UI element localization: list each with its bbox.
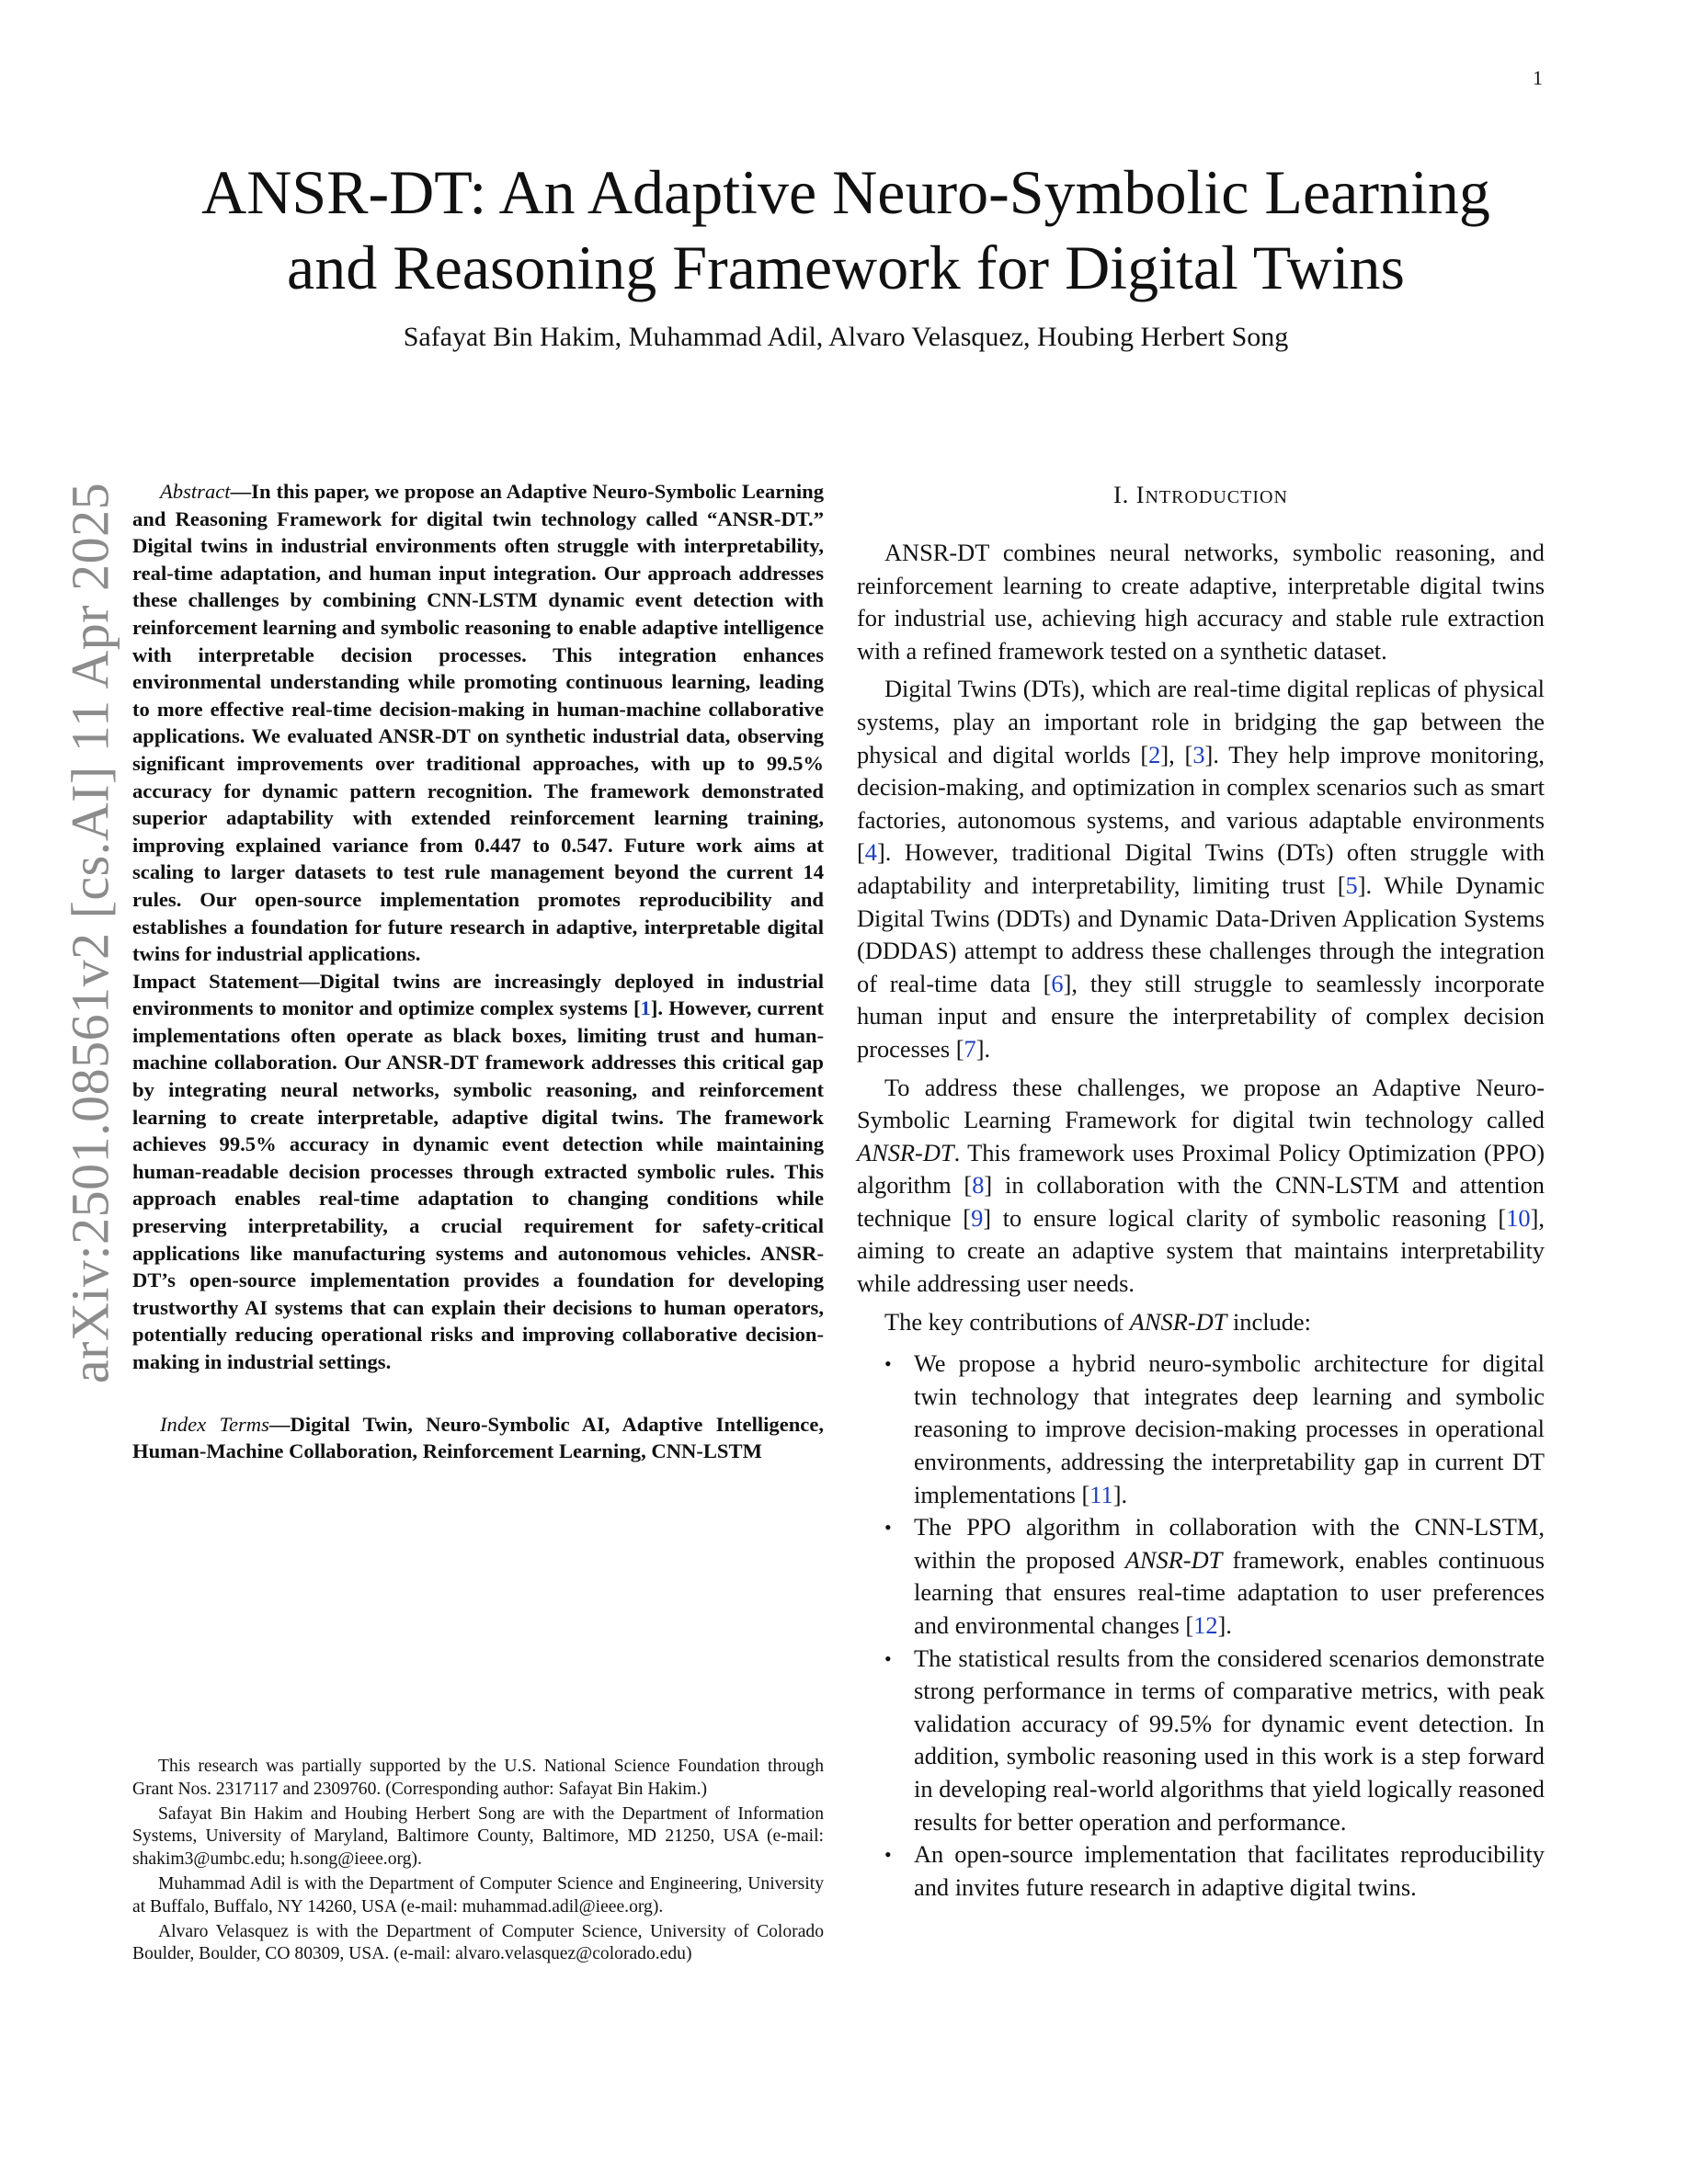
introduction-body bbox=[857, 537, 1545, 1904]
text-span: . This framework uses Proximal Policy Optimization (PPO) algorithm [ bbox=[857, 1138, 1545, 1200]
index-terms-text: —Digital Twin, Neuro-Symbolic AI, Adaptive Intelligence, Human-Machine Collaboration, Reinforcement Learning, CNN-LSTM bbox=[132, 1412, 824, 1463]
text-span: ], aiming to create an adaptive system that maintains interpretability while addressing user needs. bbox=[857, 1203, 1545, 1298]
abstract-lead: Abstract bbox=[160, 480, 231, 503]
arxiv-identifier-stamp: arXiv:2501.08561v2 [cs.AI] 11 Apr 2025 bbox=[60, 482, 120, 1384]
bullet-icon: • bbox=[884, 1516, 892, 1540]
citation-link[interactable]: 11 bbox=[1089, 1480, 1113, 1508]
title-line-2: and Reasoning Framework for Digital Twins bbox=[287, 233, 1405, 302]
index-terms-lead: Index Terms bbox=[160, 1412, 269, 1436]
impact-statement bbox=[132, 968, 824, 1376]
contributions-list bbox=[857, 1348, 1545, 1904]
text-span: ]. bbox=[1112, 1480, 1128, 1508]
abstract-text: —In this paper, we propose an Adaptive Neuro-Symbolic Learning and Reasoning Framework for digital twin technology called “ANSR-DT.” Digital twins in industrial environments often struggle with interpretability, real-time adaptation, and human input integration. Our approach addresses these challenges by combining CNN-LSTM dynamic event detection with reinforcement learning and symbolic reasoning to enable adaptive intelligence with interpretable decision processes. This integration enhances environmental understanding while promoting continuous learning, leading to more effective real-time decision-making in human-machine collaborative applications. We evaluated ANSR-DT on synthetic industrial data, observing significant improvements over traditional approaches, with up to 99.5% accuracy for dynamic pattern recognition. The framework demonstrated superior adaptability with extended reinforcement learning training, improving explained variance from 0.447 to 0.547. Future work aims at scaling to larger datasets to test rule management beyond the current 14 rules. Our open-source implementation promotes reproducibility and establishes a foundation for future research in adaptive, interpretable digital twins for industrial applications. bbox=[132, 480, 824, 966]
text-span: An open-source implementation that facilitates reproducibility and invites future research in adaptive digital twins. bbox=[914, 1840, 1545, 1901]
text-span: ] in collaboration with the CNN-LSTM and attention technique [ bbox=[857, 1171, 1545, 1232]
text-span: ]. bbox=[975, 1034, 991, 1063]
text-span: include: bbox=[1226, 1307, 1311, 1336]
citation-link[interactable]: 5 bbox=[1345, 870, 1358, 899]
text-span: ] to ensure logical clarity of symbolic reasoning [ bbox=[983, 1203, 1507, 1232]
impact-text: Impact Statement—Digital twins are increasingly deployed in industrial environments to monitor and optimize complex systems [ bbox=[132, 969, 824, 1020]
text-span: ], [ bbox=[1160, 740, 1193, 768]
paper-title bbox=[110, 154, 1581, 305]
citation-link[interactable]: 8 bbox=[972, 1171, 985, 1200]
list-item bbox=[857, 1348, 1545, 1511]
text-span: The statistical results from the considered scenarios demonstrate strong performance in terms of comparative metrics, with peak validation accuracy of 99.5% for dynamic event detection. In addition, symbolic reasoning used in this work is a step forward in developing real-world algorithms that yield logically reasoned results for better operation and performance. bbox=[914, 1644, 1545, 1836]
page-number: 1 bbox=[1533, 66, 1543, 89]
text-span: The key contributions of bbox=[884, 1307, 1130, 1336]
citation-link[interactable]: 9 bbox=[971, 1203, 984, 1232]
intro-paragraph-1: ANSR-DT combines neural networks, symbolic reasoning, and reinforcement learning to create adaptive, interpretable digital twins for industrial use, achieving high accuracy and stable rule extraction with a refined framework tested on a synthetic dataset. bbox=[857, 539, 1545, 665]
index-terms bbox=[132, 1411, 824, 1465]
abstract-paragraph bbox=[132, 478, 824, 968]
intro-paragraph-3 bbox=[857, 1072, 1545, 1301]
footnote-affiliation-3: Alvaro Velasquez is with the Department of Computer Science, University of Colorado Boulder, Boulder, CO 80309, USA. (e-mail: alvaro.velasquez@colorado.edu) bbox=[132, 1921, 824, 1964]
text-span: ], they still struggle to seamlessly incorporate human input and ensure the interpretability of complex decision processes [ bbox=[857, 969, 1545, 1063]
citation-link[interactable]: 6 bbox=[1051, 969, 1064, 997]
bullet-icon: • bbox=[884, 1646, 892, 1670]
citation-link[interactable]: 7 bbox=[964, 1034, 976, 1063]
text-span: ]. However, traditional Digital Twins (DTs) often struggle with adaptability and interpretability, limiting trust [ bbox=[857, 838, 1545, 899]
list-item bbox=[857, 1511, 1545, 1642]
intro-paragraph-4 bbox=[857, 1306, 1545, 1339]
text-span: ]. While Dynamic Digital Twins (DDTs) and Dynamic Data-Driven Application Systems (DDDAS) attempt to address these challenges through the integration of real-time data [ bbox=[857, 870, 1545, 997]
author-list: Safayat Bin Hakim, Muhammad Adil, Alvaro Velasquez, Houbing Herbert Song bbox=[403, 322, 1289, 352]
footnote-funding: This research was partially supported by the U.S. National Science Foundation through Grant Nos. 2317117 and 2309760. (Corresponding author: Safayat Bin Hakim.) bbox=[132, 1757, 824, 1799]
citation-link[interactable]: 12 bbox=[1193, 1611, 1218, 1639]
citation-link[interactable]: 10 bbox=[1506, 1203, 1531, 1232]
text-span: ]. bbox=[1217, 1611, 1232, 1639]
citation-link[interactable]: 2 bbox=[1148, 740, 1161, 768]
list-item bbox=[857, 1643, 1545, 1839]
bullet-icon: • bbox=[884, 1843, 892, 1867]
right-column bbox=[857, 478, 1545, 1904]
left-column bbox=[132, 478, 824, 1465]
impact-text-cont: ]. However, current implementations often operate as black boxes, limiting trust and human-machine collaboration. Our ANSR-DT framework addresses this critical gap by integrating neural networks, symbolic reasoning, and reinforcement learning to create interpretable, adaptive digital twins. The framework achieves 99.5% accuracy in dynamic event detection while maintaining human-readable decision processes through extracted symbolic rules. This approach enables real-time adaptation to changing conditions while preserving interpretability, a crucial requirement for safety-critical applications like manufacturing systems and autonomous vehicles. ANSR-DT’s open-source implementation provides a foundation for developing trustworthy AI systems that can explain their decisions to human operators, potentially reducing operational risks and improving collaborative decision-making in industrial settings. bbox=[132, 996, 824, 1373]
citation-link[interactable]: 4 bbox=[864, 838, 877, 867]
list-item bbox=[857, 1838, 1545, 1904]
bullet-icon: • bbox=[884, 1352, 892, 1376]
text-span: Digital Twins (DTs), which are real-time digital replicas of physical systems, play an important role in bridging the gap between the physical and digital worlds [ bbox=[857, 675, 1545, 768]
text-span: ]. They help improve monitoring, decision-making, and optimization in complex scenarios such as smart factories, autonomous systems, and various adaptable environments [ bbox=[857, 740, 1545, 867]
section-initial: I bbox=[1135, 482, 1146, 508]
section-heading-introduction bbox=[857, 482, 1545, 509]
footnotes bbox=[132, 1756, 824, 1968]
text-span: We propose a hybrid neuro-symbolic architecture for digital twin technology that integrates deep learning and symbolic reasoning to improve decision-making processes in operational environments, addressing the interpretability gap in current DT implementations [ bbox=[914, 1349, 1545, 1508]
intro-paragraph-2 bbox=[857, 673, 1545, 1065]
framework-name: ANSR-DT bbox=[857, 1138, 954, 1166]
framework-name: ANSR-DT bbox=[1129, 1307, 1227, 1336]
title-line-1: ANSR-DT: An Adaptive Neuro-Symbolic Learning bbox=[201, 157, 1490, 227]
text-span: framework, enables continuous learning that ensures real-time adaptation to user preferences and environmental changes [ bbox=[914, 1545, 1545, 1639]
footnote-affiliation-1: Safayat Bin Hakim and Houbing Herbert Song are with the Department of Information Systems, University of Maryland, Baltimore County, Baltimore, MD 21250, USA (e-mail: shakim3@umbc.edu; h.song@ieee.org). bbox=[132, 1803, 824, 1870]
footnote-affiliation-2: Muhammad Adil is with the Department of Computer Science and Engineering, University at Buffalo, Buffalo, NY 14260, USA (e-mail: muhammad.adil@ieee.org). bbox=[132, 1873, 824, 1917]
abstract bbox=[132, 478, 824, 1465]
text-span: The PPO algorithm in collaboration with the CNN-LSTM, within the proposed bbox=[914, 1513, 1545, 1574]
text-span: To address these challenges, we propose an Adaptive Neuro-Symbolic Learning Framework for digital twin technology called bbox=[857, 1073, 1545, 1134]
citation-link[interactable]: 1 bbox=[640, 996, 651, 1020]
citation-link[interactable]: 3 bbox=[1192, 740, 1205, 768]
section-title-smallcaps: NTRODUCTION bbox=[1145, 487, 1288, 507]
section-numeral: I. bbox=[1113, 482, 1136, 508]
framework-name: ANSR-DT bbox=[1124, 1545, 1223, 1574]
